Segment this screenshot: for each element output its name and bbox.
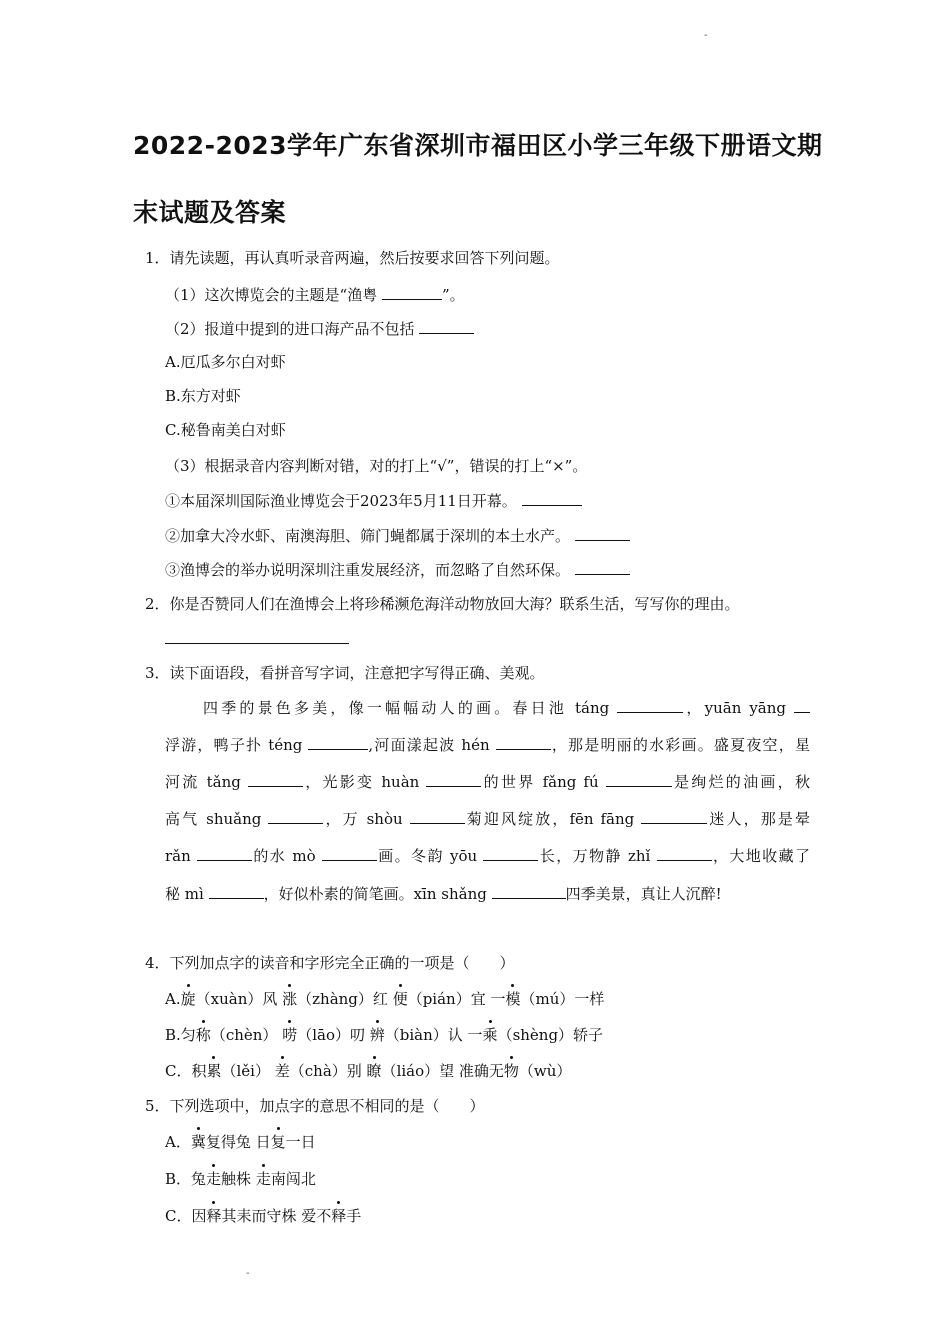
q1-option-c: C.秘鲁南美白对虾 (165, 421, 286, 439)
text: A． (165, 1133, 191, 1151)
q2-stem: 2．你是否赞同人们在渔博会上将珍稀濒危海洋动物放回大海？联系生活，写写你的理由。 (145, 595, 740, 613)
q4-option-c (165, 1061, 571, 1081)
text: （chèn） (210, 1026, 283, 1044)
q1-part1-text: （1）这次博览会的主题是“渔粤 (165, 286, 378, 304)
answer-blank[interactable] (419, 318, 474, 334)
text: 画。冬韵 yōu (376, 847, 478, 865)
q4-stem: 4．下列加点字的读音和字形完全正确的一项是（ ） (145, 954, 515, 972)
dotted-char: 释 (206, 1207, 222, 1225)
dotted-char: 走 (206, 1170, 222, 1188)
text: B．兔 (165, 1170, 207, 1188)
answer-blank[interactable] (794, 697, 810, 713)
dotted-char: 唠 (282, 1026, 298, 1044)
answer-blank[interactable] (641, 808, 707, 824)
text: ，yuān yāng (683, 699, 787, 717)
text: ,河面漾起波 hén (368, 736, 490, 754)
q5-option-c (165, 1206, 361, 1226)
q1-judge-1 (165, 490, 582, 511)
text: 南闯北 (270, 1170, 316, 1188)
answer-blank[interactable] (657, 845, 712, 861)
text: ，好似朴素的简笔画。xīn shǎng (263, 885, 487, 903)
q1-option-a: A.厄瓜多尔白对虾 (165, 353, 286, 371)
q3-paragraph-line2 (165, 734, 810, 755)
answer-blank[interactable] (522, 490, 582, 506)
answer-blank[interactable] (496, 734, 551, 750)
dotted-char: 便 (392, 990, 408, 1008)
dotted-char: 模 (505, 990, 521, 1008)
q2-answer-line (165, 628, 349, 649)
q3-stem: 3．读下面语段，看拼音写字词，注意把字写得正确、美观。 (145, 664, 545, 682)
text: 四季美景，真让人沉醉! (565, 885, 722, 903)
q4-option-a (165, 989, 604, 1009)
q1-judge-1-text: ①本届深圳国际渔业博览会于2023年5月11日开幕。 (165, 492, 517, 510)
text: C．积 (165, 1062, 207, 1080)
text: C．因 (165, 1207, 207, 1225)
q4-option-b (165, 1025, 603, 1045)
answer-blank[interactable] (426, 771, 481, 787)
text: （mú）一样 (520, 990, 605, 1008)
answer-blank[interactable] (197, 845, 252, 861)
text: ，大地收藏了 (711, 847, 810, 865)
text: （shèng）轿子 (497, 1026, 604, 1044)
answer-blank[interactable] (575, 559, 630, 575)
dotted-char: 复 (270, 1133, 286, 1151)
page-title-line1: 2022-2023学年广东省深圳市福田区小学三年级下册语文期 (133, 131, 823, 160)
text: （zhàng）红 (297, 990, 393, 1008)
q3-paragraph-line4 (165, 808, 810, 829)
dotted-char: 辨 (369, 1026, 385, 1044)
answer-blank[interactable] (322, 845, 377, 861)
q1-part2-text: （2）报道中提到的进口海产品不包括 (165, 320, 415, 338)
q1-part3: （3）根据录音内容判断对错，对的打上“√”，错误的打上“×”。 (165, 457, 588, 475)
q1-option-b: B.东方对虾 (165, 387, 241, 405)
q1-part1 (165, 284, 465, 305)
text: （wù） (518, 1062, 572, 1080)
q1-part2 (165, 318, 474, 339)
text: （lěi） (221, 1062, 275, 1080)
dotted-char: 称 (195, 1026, 211, 1044)
q1-judge-2 (165, 525, 630, 546)
text: （chà）别 (289, 1062, 367, 1080)
text: 高气 shuǎng (165, 810, 262, 828)
text: （biàn）认 一 (384, 1026, 483, 1044)
text: 四季的景色多美，像一幅幅动人的画。春日池 táng (203, 699, 610, 717)
text: A. (165, 990, 181, 1008)
answer-blank[interactable] (165, 628, 349, 644)
text: 复得兔 日 (205, 1133, 271, 1151)
text: 河流 tǎng (165, 773, 241, 791)
text: 触株 (221, 1170, 256, 1188)
q5-option-a (165, 1132, 316, 1152)
text: 秘 mì (165, 885, 204, 903)
text: （xuàn）风 (195, 990, 283, 1008)
dotted-char: 释 (331, 1207, 347, 1225)
answer-blank[interactable] (410, 808, 465, 824)
q3-paragraph-line1 (165, 697, 810, 718)
answer-blank[interactable] (248, 771, 303, 787)
text: 长，万物静 zhǐ (538, 847, 651, 865)
q3-paragraph-line6 (165, 883, 722, 904)
text: ，那是明丽的水彩画。盛夏夜空，星 (550, 736, 810, 754)
page-title-line2: 末试题及答案 (133, 198, 287, 227)
answer-blank[interactable] (483, 845, 538, 861)
text: 菊迎风绽放，fēn fāng (464, 810, 635, 828)
answer-blank[interactable] (606, 771, 672, 787)
q1-stem: 1．请先读题，再认真听录音两遍，然后按要求回答下列问题。 (145, 249, 560, 267)
text: 浮游，鸭子扑 téng (165, 736, 303, 754)
text: 其耒而守株 爱不 (221, 1207, 332, 1225)
dotted-char: 瞭 (366, 1062, 382, 1080)
q1-judge-3-text: ③渔博会的举办说明深圳注重发展经济，而忽略了自然环保。 (165, 561, 571, 579)
text: 的世界 fǎng fú (481, 773, 599, 791)
dotted-char: 涨 (282, 990, 298, 1008)
text: （pián）宜 一 (407, 990, 506, 1008)
q1-judge-3 (165, 559, 630, 580)
dotted-char: 累 (206, 1062, 222, 1080)
dotted-char: 乘 (482, 1026, 498, 1044)
answer-blank[interactable] (382, 284, 442, 300)
answer-blank[interactable] (308, 734, 368, 750)
q5-stem: 5．下列选项中，加点字的意思不相同的是（ ） (145, 1097, 485, 1115)
answer-blank[interactable] (209, 883, 264, 899)
page-mark-bottom: - (246, 1268, 250, 1279)
q1-judge-2-text: ②加拿大冷水虾、南澳海胆、筛门蝇都属于深圳的本土水产。 (165, 527, 571, 545)
text: （lāo）叨 (297, 1026, 370, 1044)
text: 迷人，那是晕 (707, 810, 810, 828)
answer-blank[interactable] (268, 808, 323, 824)
q3-paragraph-line3 (165, 771, 810, 792)
text: ，万 shòu (323, 810, 403, 828)
text: （liáo）望 准确无 (381, 1062, 504, 1080)
dotted-char: 差 (274, 1062, 290, 1080)
text: 一日 (285, 1133, 316, 1151)
q3-paragraph-line5 (165, 845, 810, 866)
dotted-char: 旋 (180, 990, 196, 1008)
answer-blank[interactable] (617, 697, 683, 713)
dotted-char: 冀 (190, 1133, 206, 1151)
dotted-char: 物 (503, 1062, 519, 1080)
q1-part1-end: ”。 (442, 286, 465, 304)
q5-option-b (165, 1169, 316, 1189)
text: 的水 mò (251, 847, 316, 865)
answer-blank[interactable] (575, 525, 630, 541)
text: ，光影变 huàn (302, 773, 420, 791)
dotted-char: 走 (255, 1170, 271, 1188)
page-mark-top: - (704, 30, 708, 41)
answer-blank[interactable] (492, 883, 566, 899)
text: 是绚烂的油画，秋 (671, 773, 810, 791)
text: 手 (346, 1207, 362, 1225)
text: B.匀 (165, 1026, 196, 1044)
text: rǎn (165, 847, 191, 865)
